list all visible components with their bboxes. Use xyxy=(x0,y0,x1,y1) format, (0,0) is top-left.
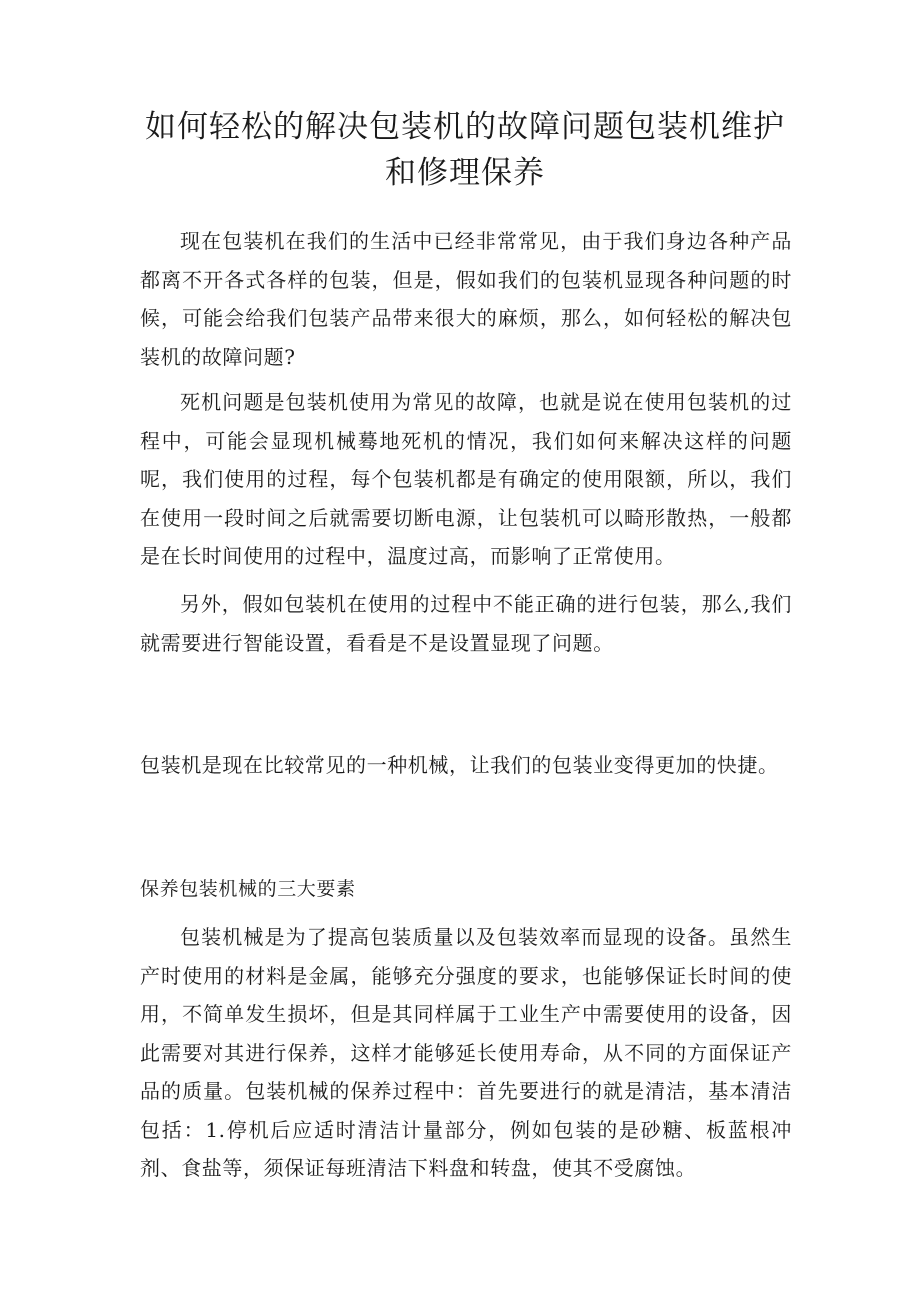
document-title: 如何轻松的解决包装机的故障问题包装机维护和修理保养 xyxy=(145,109,785,191)
paragraph-intro: 现在包装机在我们的生活中已经非常常见，由于我们身边各种产品都离不开各式各样的包装，但是，假如我们的包装机显现各种问题的时候，可能会给我们包装产品带来很大的麻烦，那么，如何轻松的解决包装机的故障问题? xyxy=(140,229,792,369)
paragraph-maintenance: 包装机械是为了提高包装质量以及包装效率而显现的设备。虽然生产时使用的材料是金属，能够充分强度的要求，也能够保证长时间的使用，不简单发生损坏，但是其同样属于工业生产中需要使用的设备，因此需要对其进行保养，这样才能够延长使用寿命，从不同的方面保证产品的质量。包装机械的保养过程中：首先要进行的就是清洁，基本清洁包括：1.停机后应适时清洁计量部分，例如包装的是砂糖、板蓝根冲剂、食盐等，须保证每班清洁下料盘和转盘，使其不受腐蚀。 xyxy=(140,925,792,1180)
paragraph-summary: 包装机是现在比较常见的一种机械，让我们的包装业变得更加的快捷。 xyxy=(140,753,779,777)
paragraph-smart-settings: 另外，假如包装机在使用的过程中不能正确的进行包装，那么,我们就需要进行智能设置，看看是不是设置显现了问题。 xyxy=(140,592,792,655)
paragraph-freeze-problem: 死机问题是包装机使用为常见的故障，也就是说在使用包装机的过程中，可能会显现机械蓦地死机的情况，我们如何来解决这样的问题呢，我们使用的过程，每个包装机都是有确定的使用限额，所以，我们在使用一段时间之后就需要切断电源，让包装机可以畸形散热，一般都是在长时间使用的过程中，温度过高，而影响了正常使用。 xyxy=(140,390,792,568)
section-heading: 保养包装机械的三大要素 xyxy=(140,878,356,900)
